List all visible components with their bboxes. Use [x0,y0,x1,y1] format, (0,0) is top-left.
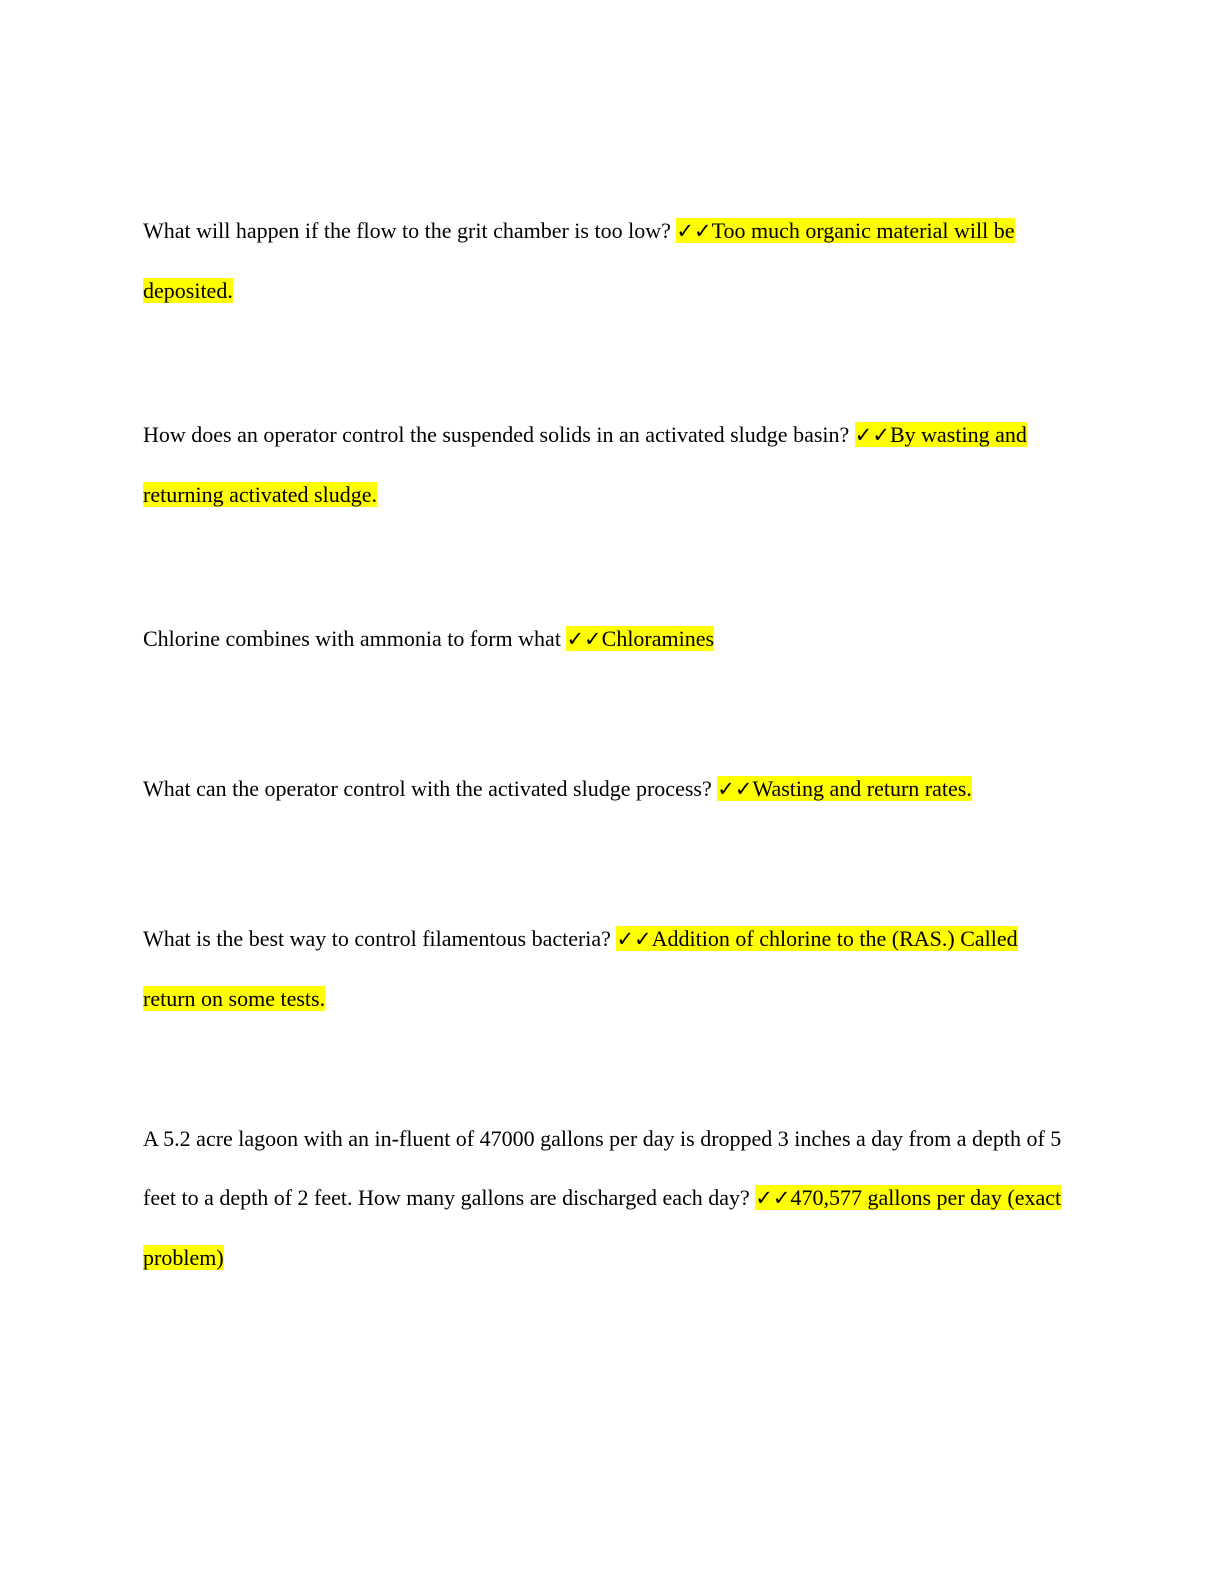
qa-item [143,201,1073,320]
question-text: What will happen if the flow to the grit chamber is too low? [143,218,677,243]
answer-highlight [566,626,714,651]
question-text: What is the best way to control filamentous bacteria? [143,926,617,951]
double-check-icon: ✓✓ [616,927,652,951]
answer-text: Chloramines [601,626,715,651]
answer-text: Wasting and return rates. [752,776,972,801]
question-text: How does an operator control the suspended solids in an activated sludge basin? [143,422,855,447]
answer-text: 470,577 gallons per day (exact problem) [143,1185,1062,1270]
answer-text: By wasting and returning activated sludge. [143,422,1027,507]
question-text: A 5.2 acre lagoon with an in-fluent of 47000 gallons per day is dropped 3 inches a day from a depth of 5 feet to a depth of 2 feet. How many gallons are discharged each day? [143,1126,1062,1210]
question-text: What can the operator control with the activated sludge process? [143,776,718,801]
double-check-icon: ✓✓ [854,423,890,447]
answer-text: Addition of chlorine to the (RAS.) Called return on some tests. [143,926,1018,1011]
double-check-icon: ✓✓ [755,1186,791,1210]
qa-item [143,909,1073,1028]
qa-item [143,759,1073,819]
double-check-icon: ✓✓ [566,627,602,651]
qa-item [143,405,1073,524]
double-check-icon: ✓✓ [676,219,712,243]
double-check-icon: ✓✓ [717,777,753,801]
qa-item [143,1109,1073,1287]
question-text: Chlorine combines with ammonia to form what [143,626,567,651]
answer-text: Too much organic material will be deposited. [143,218,1015,303]
answer-highlight [717,776,972,801]
qa-item [143,609,1073,669]
